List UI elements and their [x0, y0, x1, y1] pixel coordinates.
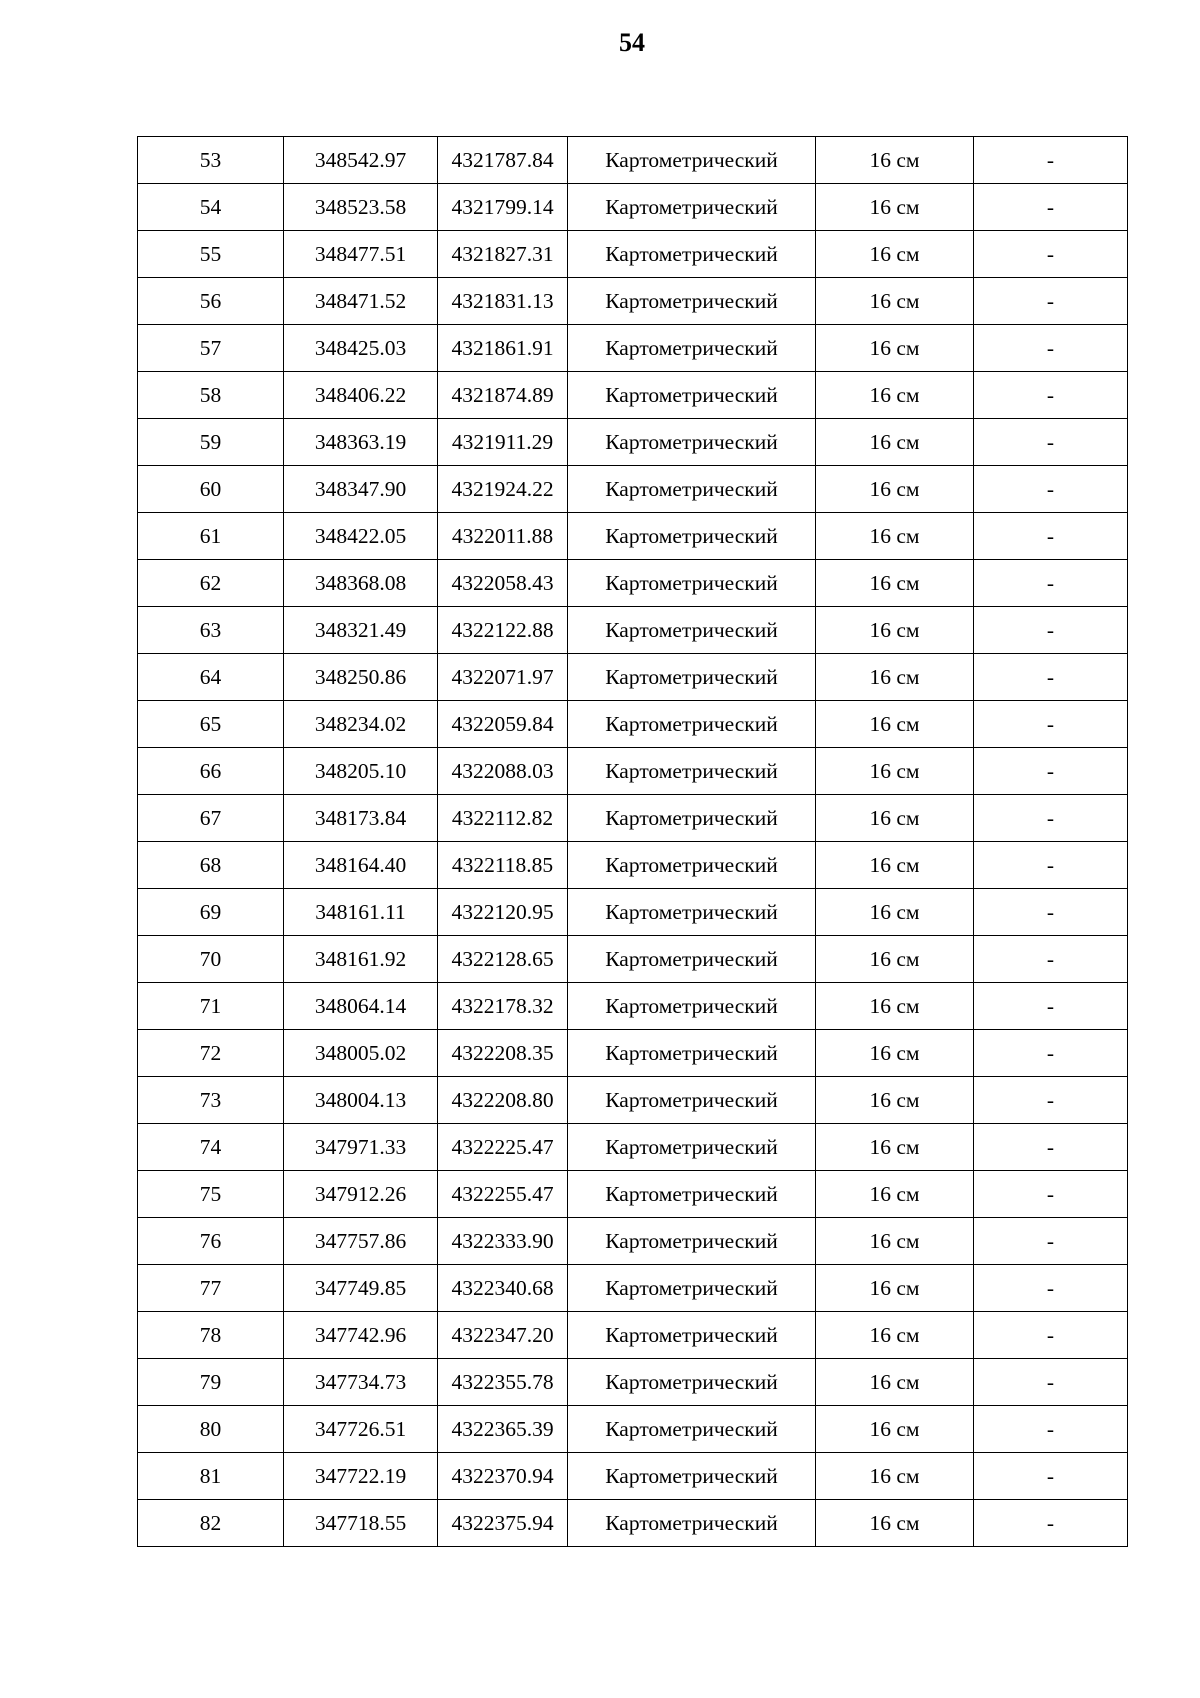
- table-row: [138, 1453, 1128, 1500]
- description-cell: -: [974, 1453, 1128, 1500]
- coordinate-y-cell: 4322059.84: [438, 701, 568, 748]
- point-number-cell: 72: [138, 1030, 284, 1077]
- table-row: [138, 560, 1128, 607]
- coordinate-x-cell: 348347.90: [284, 466, 438, 513]
- method-cell: Картометрический: [568, 513, 816, 560]
- table-row: [138, 1406, 1128, 1453]
- point-number-cell: 69: [138, 889, 284, 936]
- table-row: [138, 184, 1128, 231]
- coordinate-y-cell: 4322208.80: [438, 1077, 568, 1124]
- description-cell: -: [974, 372, 1128, 419]
- accuracy-cell: 16 см: [816, 231, 974, 278]
- description-cell: -: [974, 1359, 1128, 1406]
- method-cell: Картометрический: [568, 983, 816, 1030]
- accuracy-cell: 16 см: [816, 1453, 974, 1500]
- accuracy-cell: 16 см: [816, 560, 974, 607]
- accuracy-cell: 16 см: [816, 889, 974, 936]
- description-cell: -: [974, 795, 1128, 842]
- point-number-cell: 75: [138, 1171, 284, 1218]
- coordinate-y-cell: 4322255.47: [438, 1171, 568, 1218]
- coordinate-y-cell: 4321799.14: [438, 184, 568, 231]
- point-number-cell: 59: [138, 419, 284, 466]
- description-cell: -: [974, 184, 1128, 231]
- method-cell: Картометрический: [568, 466, 816, 513]
- accuracy-cell: 16 см: [816, 1124, 974, 1171]
- point-number-cell: 81: [138, 1453, 284, 1500]
- table-row: [138, 1312, 1128, 1359]
- accuracy-cell: 16 см: [816, 419, 974, 466]
- description-cell: -: [974, 1406, 1128, 1453]
- coordinate-x-cell: 348471.52: [284, 278, 438, 325]
- table-row: [138, 137, 1128, 184]
- method-cell: Картометрический: [568, 1406, 816, 1453]
- method-cell: Картометрический: [568, 1312, 816, 1359]
- method-cell: Картометрический: [568, 701, 816, 748]
- coordinate-x-cell: 347757.86: [284, 1218, 438, 1265]
- method-cell: Картометрический: [568, 325, 816, 372]
- accuracy-cell: 16 см: [816, 1359, 974, 1406]
- table-row: [138, 231, 1128, 278]
- method-cell: Картометрический: [568, 748, 816, 795]
- coordinate-x-cell: 348064.14: [284, 983, 438, 1030]
- point-number-cell: 67: [138, 795, 284, 842]
- table-row: [138, 325, 1128, 372]
- description-cell: -: [974, 1030, 1128, 1077]
- description-cell: -: [974, 1265, 1128, 1312]
- point-number-cell: 63: [138, 607, 284, 654]
- description-cell: -: [974, 325, 1128, 372]
- point-number-cell: 60: [138, 466, 284, 513]
- description-cell: -: [974, 1218, 1128, 1265]
- point-number-cell: 82: [138, 1500, 284, 1547]
- coordinate-x-cell: 347971.33: [284, 1124, 438, 1171]
- method-cell: Картометрический: [568, 1359, 816, 1406]
- coordinate-x-cell: 348321.49: [284, 607, 438, 654]
- coordinate-x-cell: 348425.03: [284, 325, 438, 372]
- method-cell: Картометрический: [568, 419, 816, 466]
- description-cell: -: [974, 1500, 1128, 1547]
- method-cell: Картометрический: [568, 184, 816, 231]
- table-row: [138, 513, 1128, 560]
- table-row: [138, 748, 1128, 795]
- coordinate-y-cell: 4322178.32: [438, 983, 568, 1030]
- description-cell: -: [974, 748, 1128, 795]
- accuracy-cell: 16 см: [816, 842, 974, 889]
- method-cell: Картометрический: [568, 137, 816, 184]
- coordinate-x-cell: 348004.13: [284, 1077, 438, 1124]
- accuracy-cell: 16 см: [816, 1030, 974, 1077]
- method-cell: Картометрический: [568, 1171, 816, 1218]
- page-number: 54: [619, 28, 645, 57]
- coordinates-table: [137, 136, 1128, 1547]
- coordinate-x-cell: 348161.92: [284, 936, 438, 983]
- coordinate-y-cell: 4321911.29: [438, 419, 568, 466]
- method-cell: Картометрический: [568, 1030, 816, 1077]
- method-cell: Картометрический: [568, 1500, 816, 1547]
- method-cell: Картометрический: [568, 1218, 816, 1265]
- table-row: [138, 889, 1128, 936]
- coordinate-x-cell: 348250.86: [284, 654, 438, 701]
- method-cell: Картометрический: [568, 231, 816, 278]
- accuracy-cell: 16 см: [816, 654, 974, 701]
- coordinate-y-cell: 4321861.91: [438, 325, 568, 372]
- accuracy-cell: 16 см: [816, 1406, 974, 1453]
- coordinate-x-cell: 347734.73: [284, 1359, 438, 1406]
- point-number-cell: 77: [138, 1265, 284, 1312]
- coordinate-x-cell: 347726.51: [284, 1406, 438, 1453]
- accuracy-cell: 16 см: [816, 748, 974, 795]
- coordinate-y-cell: 4322333.90: [438, 1218, 568, 1265]
- coordinate-x-cell: 348363.19: [284, 419, 438, 466]
- description-cell: -: [974, 560, 1128, 607]
- table-row: [138, 372, 1128, 419]
- description-cell: -: [974, 137, 1128, 184]
- accuracy-cell: 16 см: [816, 1500, 974, 1547]
- accuracy-cell: 16 см: [816, 1171, 974, 1218]
- method-cell: Картометрический: [568, 795, 816, 842]
- method-cell: Картометрический: [568, 372, 816, 419]
- accuracy-cell: 16 см: [816, 1077, 974, 1124]
- accuracy-cell: 16 см: [816, 1218, 974, 1265]
- point-number-cell: 64: [138, 654, 284, 701]
- accuracy-cell: 16 см: [816, 278, 974, 325]
- description-cell: -: [974, 889, 1128, 936]
- method-cell: Картометрический: [568, 1453, 816, 1500]
- point-number-cell: 79: [138, 1359, 284, 1406]
- coordinate-y-cell: 4322370.94: [438, 1453, 568, 1500]
- point-number-cell: 61: [138, 513, 284, 560]
- coordinate-y-cell: 4322365.39: [438, 1406, 568, 1453]
- table-row: [138, 1030, 1128, 1077]
- coordinate-x-cell: 348005.02: [284, 1030, 438, 1077]
- coordinate-y-cell: 4322088.03: [438, 748, 568, 795]
- description-cell: -: [974, 466, 1128, 513]
- coordinate-x-cell: 348234.02: [284, 701, 438, 748]
- coordinate-x-cell: 348164.40: [284, 842, 438, 889]
- description-cell: -: [974, 1124, 1128, 1171]
- description-cell: -: [974, 607, 1128, 654]
- accuracy-cell: 16 см: [816, 325, 974, 372]
- coordinate-x-cell: 348173.84: [284, 795, 438, 842]
- accuracy-cell: 16 см: [816, 607, 974, 654]
- coordinate-x-cell: 347722.19: [284, 1453, 438, 1500]
- table-row: [138, 795, 1128, 842]
- point-number-cell: 71: [138, 983, 284, 1030]
- description-cell: -: [974, 1077, 1128, 1124]
- table-row: [138, 1218, 1128, 1265]
- point-number-cell: 62: [138, 560, 284, 607]
- accuracy-cell: 16 см: [816, 1312, 974, 1359]
- coordinate-y-cell: 4322120.95: [438, 889, 568, 936]
- point-number-cell: 68: [138, 842, 284, 889]
- description-cell: -: [974, 701, 1128, 748]
- point-number-cell: 73: [138, 1077, 284, 1124]
- table-row: [138, 654, 1128, 701]
- point-number-cell: 57: [138, 325, 284, 372]
- table-row: [138, 1359, 1128, 1406]
- accuracy-cell: 16 см: [816, 372, 974, 419]
- point-number-cell: 55: [138, 231, 284, 278]
- coordinate-y-cell: 4322375.94: [438, 1500, 568, 1547]
- table-row: [138, 1500, 1128, 1547]
- description-cell: -: [974, 513, 1128, 560]
- accuracy-cell: 16 см: [816, 1265, 974, 1312]
- table-row: [138, 701, 1128, 748]
- coordinate-y-cell: 4321787.84: [438, 137, 568, 184]
- coordinate-y-cell: 4322122.88: [438, 607, 568, 654]
- method-cell: Картометрический: [568, 278, 816, 325]
- coordinate-y-cell: 4322340.68: [438, 1265, 568, 1312]
- method-cell: Картометрический: [568, 1124, 816, 1171]
- accuracy-cell: 16 см: [816, 466, 974, 513]
- method-cell: Картометрический: [568, 607, 816, 654]
- description-cell: -: [974, 654, 1128, 701]
- method-cell: Картометрический: [568, 1077, 816, 1124]
- coordinate-y-cell: 4322071.97: [438, 654, 568, 701]
- coordinate-y-cell: 4322355.78: [438, 1359, 568, 1406]
- point-number-cell: 66: [138, 748, 284, 795]
- description-cell: -: [974, 842, 1128, 889]
- table-row: [138, 607, 1128, 654]
- description-cell: -: [974, 231, 1128, 278]
- coordinate-y-cell: 4322118.85: [438, 842, 568, 889]
- coordinate-y-cell: 4321831.13: [438, 278, 568, 325]
- accuracy-cell: 16 см: [816, 184, 974, 231]
- coordinate-x-cell: 347718.55: [284, 1500, 438, 1547]
- coordinate-y-cell: 4322128.65: [438, 936, 568, 983]
- table-row: [138, 278, 1128, 325]
- table-row: [138, 466, 1128, 513]
- coordinate-y-cell: 4322011.88: [438, 513, 568, 560]
- method-cell: Картометрический: [568, 842, 816, 889]
- accuracy-cell: 16 см: [816, 936, 974, 983]
- coordinate-y-cell: 4321874.89: [438, 372, 568, 419]
- method-cell: Картометрический: [568, 889, 816, 936]
- coordinate-x-cell: 348161.11: [284, 889, 438, 936]
- point-number-cell: 58: [138, 372, 284, 419]
- coordinate-y-cell: 4321827.31: [438, 231, 568, 278]
- table-row: [138, 1171, 1128, 1218]
- table-row: [138, 1265, 1128, 1312]
- coordinate-x-cell: 348523.58: [284, 184, 438, 231]
- coordinate-y-cell: 4322112.82: [438, 795, 568, 842]
- coordinate-x-cell: 348477.51: [284, 231, 438, 278]
- point-number-cell: 54: [138, 184, 284, 231]
- coordinate-y-cell: 4322208.35: [438, 1030, 568, 1077]
- accuracy-cell: 16 см: [816, 513, 974, 560]
- point-number-cell: 70: [138, 936, 284, 983]
- description-cell: -: [974, 983, 1128, 1030]
- accuracy-cell: 16 см: [816, 795, 974, 842]
- table-row: [138, 1077, 1128, 1124]
- coordinate-y-cell: 4322347.20: [438, 1312, 568, 1359]
- accuracy-cell: 16 см: [816, 983, 974, 1030]
- point-number-cell: 76: [138, 1218, 284, 1265]
- coordinate-x-cell: 348205.10: [284, 748, 438, 795]
- point-number-cell: 80: [138, 1406, 284, 1453]
- description-cell: -: [974, 936, 1128, 983]
- coordinate-x-cell: 348422.05: [284, 513, 438, 560]
- method-cell: Картометрический: [568, 560, 816, 607]
- coordinate-y-cell: 4322225.47: [438, 1124, 568, 1171]
- coordinate-x-cell: 347912.26: [284, 1171, 438, 1218]
- coordinate-x-cell: 348368.08: [284, 560, 438, 607]
- description-cell: -: [974, 419, 1128, 466]
- coordinates-table-body: [138, 137, 1128, 1547]
- accuracy-cell: 16 см: [816, 701, 974, 748]
- point-number-cell: 78: [138, 1312, 284, 1359]
- method-cell: Картометрический: [568, 936, 816, 983]
- accuracy-cell: 16 см: [816, 137, 974, 184]
- table-row: [138, 1124, 1128, 1171]
- point-number-cell: 56: [138, 278, 284, 325]
- coordinate-x-cell: 348406.22: [284, 372, 438, 419]
- description-cell: -: [974, 1171, 1128, 1218]
- point-number-cell: 53: [138, 137, 284, 184]
- coordinate-x-cell: 347742.96: [284, 1312, 438, 1359]
- coordinate-x-cell: 347749.85: [284, 1265, 438, 1312]
- method-cell: Картометрический: [568, 1265, 816, 1312]
- coordinate-x-cell: 348542.97: [284, 137, 438, 184]
- method-cell: Картометрический: [568, 654, 816, 701]
- table-row: [138, 936, 1128, 983]
- table-row: [138, 419, 1128, 466]
- point-number-cell: 65: [138, 701, 284, 748]
- table-row: [138, 983, 1128, 1030]
- point-number-cell: 74: [138, 1124, 284, 1171]
- table-row: [138, 842, 1128, 889]
- coordinate-y-cell: 4321924.22: [438, 466, 568, 513]
- coordinate-y-cell: 4322058.43: [438, 560, 568, 607]
- description-cell: -: [974, 278, 1128, 325]
- description-cell: -: [974, 1312, 1128, 1359]
